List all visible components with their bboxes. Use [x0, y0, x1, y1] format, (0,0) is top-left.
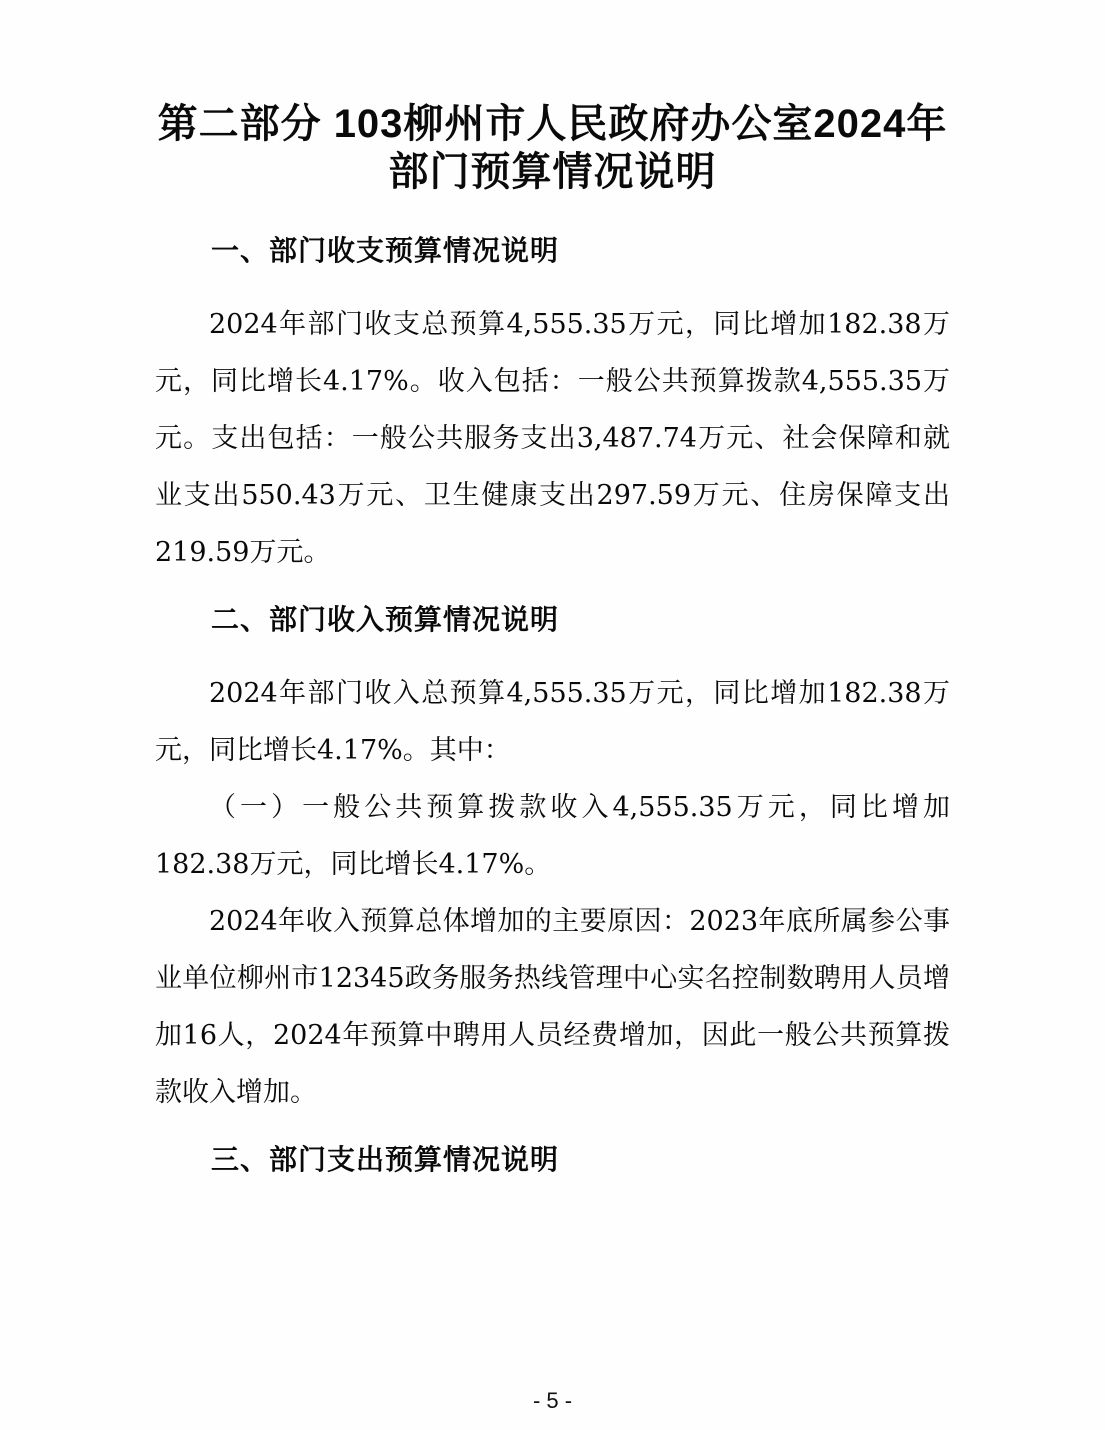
page-number: - 5 -	[532, 1388, 573, 1413]
section-heading-3: 三、部门支出预算情况说明	[211, 1144, 560, 1175]
section-2-paragraph-2: （一）一般公共预算拨款收入4,555.35万元，同比增加182.38万元，同比增长4.17%。	[155, 792, 950, 880]
document-title-line-1: 第二部分 103柳州市人民政府办公室2024年	[157, 102, 948, 146]
document-title	[155, 100, 950, 196]
document-title-line-2: 部门预算情况说明	[388, 150, 717, 194]
section-1-paragraph-1: 2024年部门收支总预算4,555.35万元，同比增加182.38万元，同比增长4.17%。收入包括：一般公共预算拨款4,555.35万元。支出包括：一般公共服务支出3,487.74万元、社会保障和就业支出550.43万元、卫生健康支出297.59万元、住房保障支出219.59万元。	[155, 309, 950, 568]
section-heading-1: 一、部门收支预算情况说明	[211, 235, 560, 266]
section-2-paragraph-3: 2024年收入预算总体增加的主要原因：2023年底所属参公事业单位柳州市12345政务服务热线管理中心实名控制数聘用人员增加16人，2024年预算中聘用人员经费增加，因此一般公共预算拨款收入增加。	[155, 906, 950, 1108]
section-2-paragraph-1: 2024年部门收入总预算4,555.35万元，同比增加182.38万元，同比增长4.17%。其中：	[155, 678, 950, 766]
section-heading-2: 二、部门收入预算情况说明	[211, 604, 560, 635]
